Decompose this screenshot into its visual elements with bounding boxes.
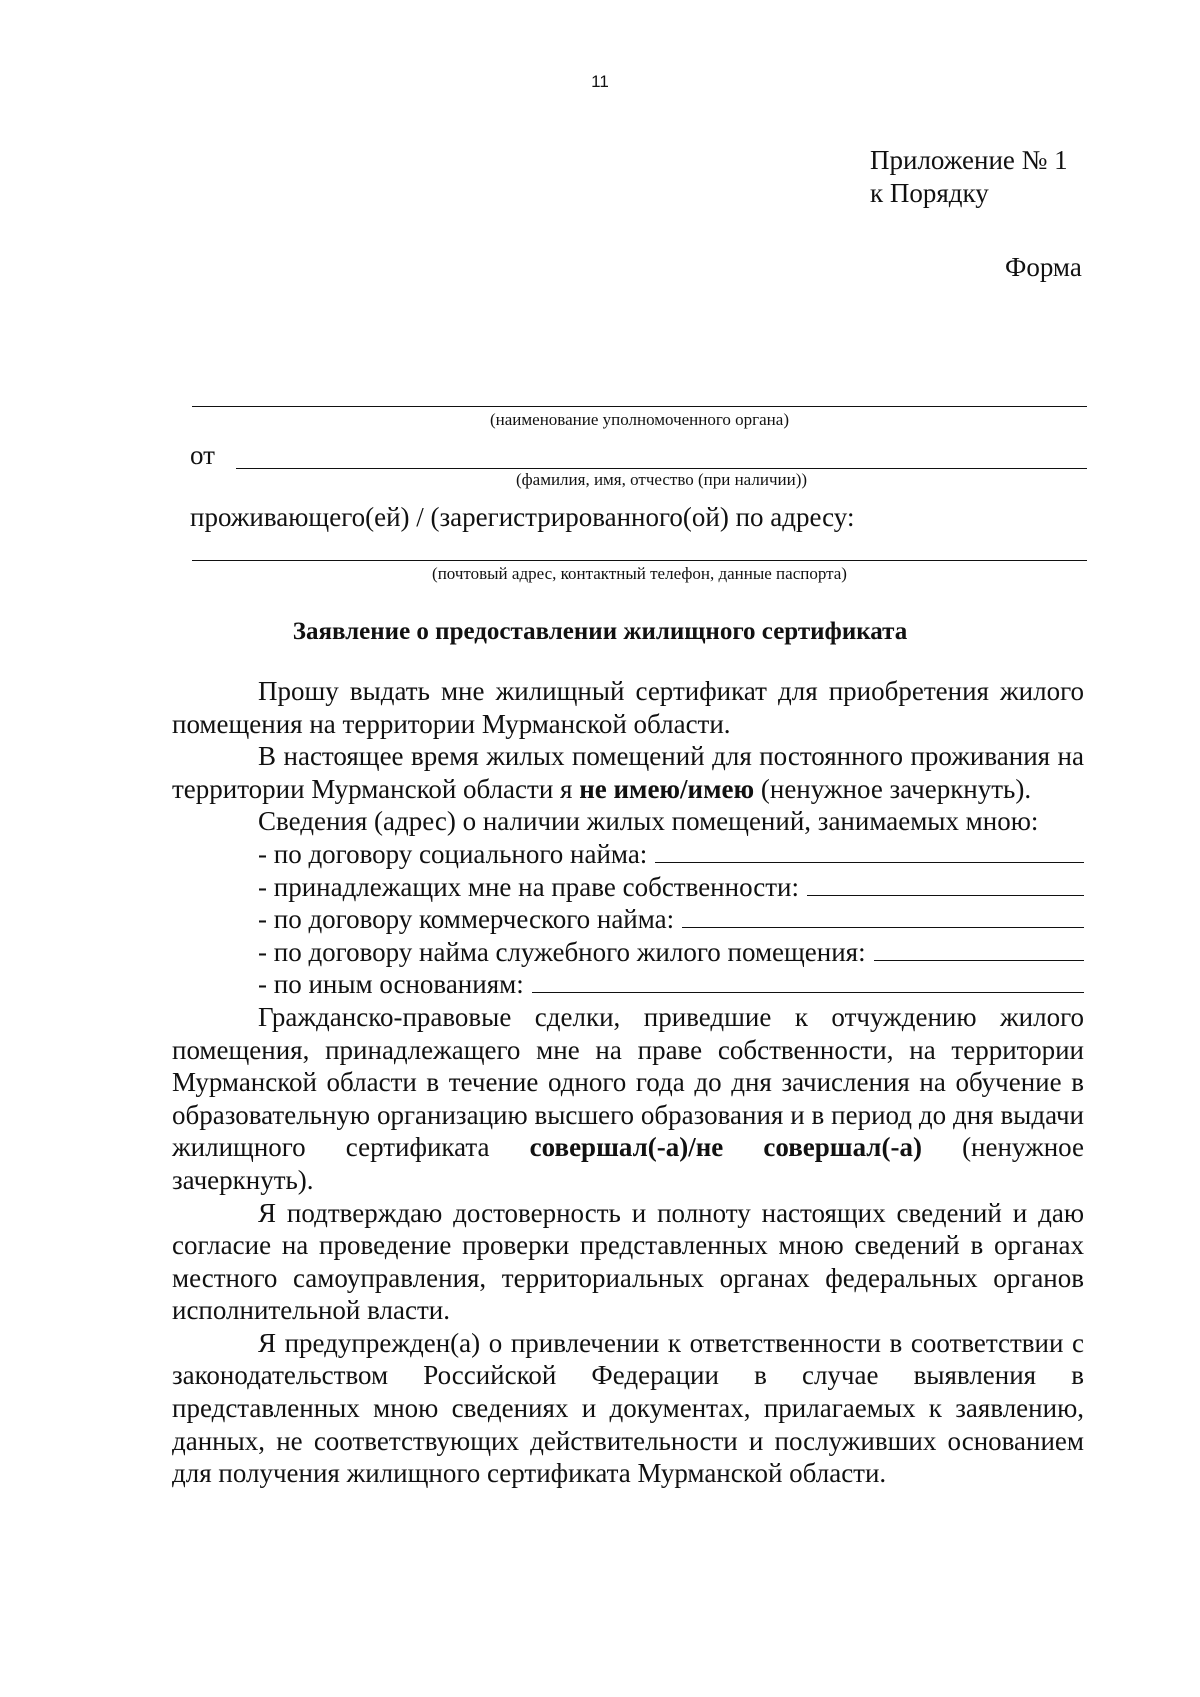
name-caption: (фамилия, имя, отчество (при наличии)) — [515, 470, 808, 489]
appendix-reference — [870, 144, 1068, 210]
residence-label: проживающего(ей) / (зарегистрированного(ой) по адресу: — [190, 502, 855, 532]
housing-status-choice: не имею/имею — [579, 773, 755, 804]
paragraph-housing-status: В настоящее время жилых помещений для постоянного проживания на территории Мурманской области я не имею/имею (ненужное зачеркнуть). — [172, 741, 1084, 804]
paragraph-consent: Я подтверждаю достоверность и полноту настоящих сведений и даю согласие на проведение проверки представленных мною сведений в органах местного самоуправления, территориальных органах федеральных органов исполнительной власти. — [172, 1197, 1084, 1326]
list-item-commercial-lease: - по договору коммерческого найма: — [172, 903, 1084, 936]
authority-caption: (наименование уполномоченного органа) — [489, 410, 789, 429]
appendix-line-2: к Порядку — [870, 178, 989, 208]
commercial-lease-field[interactable] — [682, 905, 1084, 928]
transactions-choice: совершал(-а)/не совершал(-а) — [529, 1132, 922, 1163]
page-number: 11 — [591, 72, 609, 91]
other-grounds-field[interactable] — [532, 970, 1084, 993]
paragraph-liability: Я предупрежден(а) о привлечении к ответственности в соответствии с законодательством Российской Федерации в случае выявления в представленных мною сведениях и документах, прилагаемых к заявлению, данных, не соответствующих действительности и послуживших основанием для получения жилищного сертификата Мурманской области. — [172, 1327, 1084, 1489]
application-body — [172, 675, 1084, 1490]
list-item-service-lease: - по договору найма служебного жилого помещения: — [172, 936, 1084, 969]
authority-field-line[interactable] — [192, 406, 1087, 407]
from-label: от — [190, 440, 215, 470]
document-title: Заявление о предоставлении жилищного сертификата — [292, 618, 908, 645]
ownership-field[interactable] — [807, 873, 1084, 896]
form-label: Форма — [1005, 252, 1082, 282]
paragraph-request: Прошу выдать мне жилищный сертификат для приобретения жилого помещения на территории Мурманской области. — [172, 676, 1084, 739]
address-field-line[interactable] — [192, 560, 1087, 561]
list-item-ownership: - принадлежащих мне на праве собственности: — [172, 871, 1084, 904]
service-lease-field[interactable] — [874, 938, 1084, 961]
list-item-other-grounds: - по иным основаниям: — [172, 968, 1084, 1001]
address-caption: (почтовый адрес, контактный телефон, данные паспорта) — [432, 564, 847, 583]
paragraph-transactions: Гражданско-правовые сделки, приведшие к отчуждению жилого помещения, принадлежащего мне на праве собственности, на территории Мурманской области в течение одного года до дня зачисления на обучение в образовательную организацию высшего образования и в период до дня выдачи жилищного сертификата совершал(-а)/не совершал(-а) (ненужное зачеркнуть). — [172, 1001, 1084, 1195]
paragraph-housing-info: Сведения (адрес) о наличии жилых помещений, занимаемых мною: — [258, 806, 1039, 837]
appendix-line-1: Приложение № 1 — [870, 145, 1068, 175]
list-item-social-lease: - по договору социального найма: — [172, 838, 1084, 871]
name-field-line[interactable] — [236, 468, 1087, 469]
social-lease-field[interactable] — [655, 840, 1084, 863]
